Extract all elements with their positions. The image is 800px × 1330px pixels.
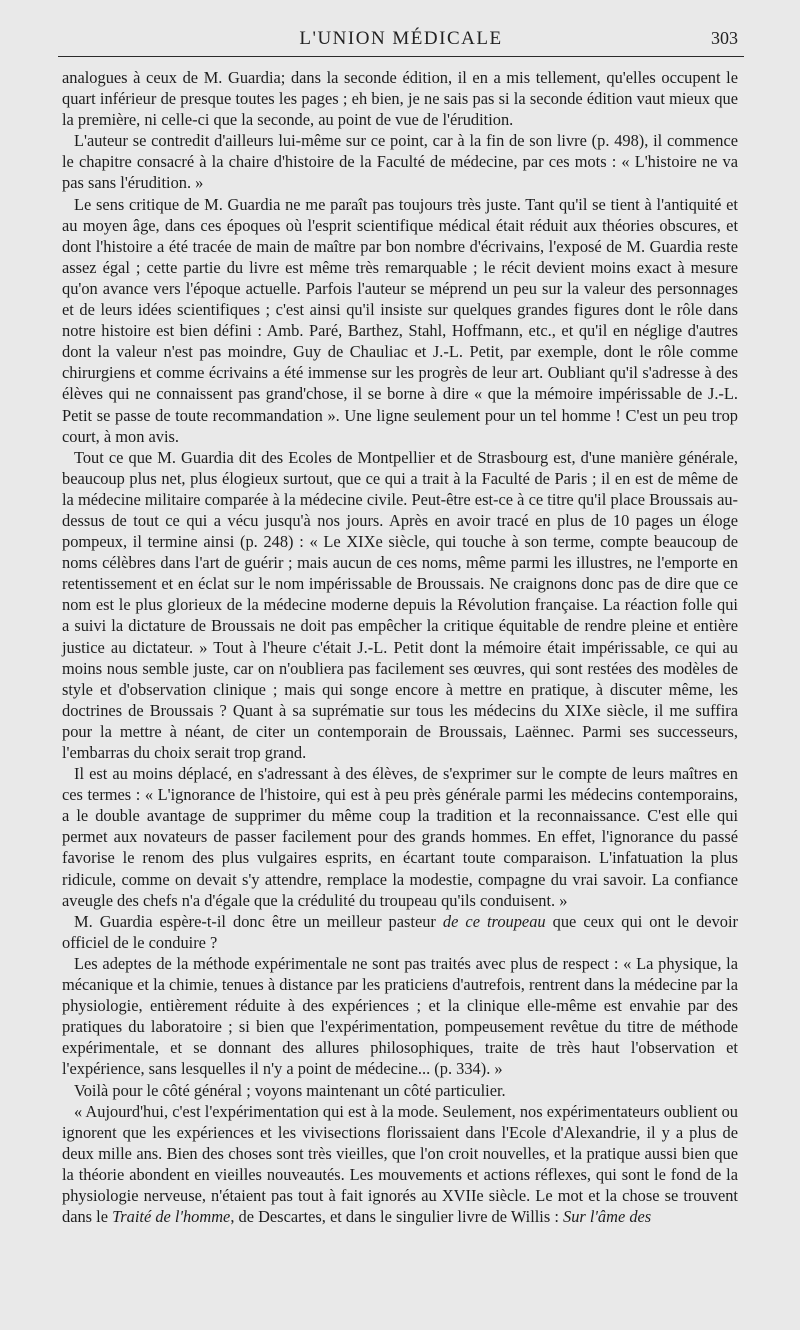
paragraph: L'auteur se contredit d'ailleurs lui-même sur ce point, car à la fin de son livre (p. 498), il commence le chapitre consacré à la chaire d'histoire de la Faculté de médecine, par ces mots : « L'histoire ne va pas sans l'érudition. » [62, 131, 738, 193]
paragraph: Le sens critique de M. Guardia ne me paraît pas toujours très juste. Tant qu'il se tient à l'antiquité et au moyen âge, dans ces époques où l'esprit scientifique médical était réduit aux théories obscures, et dont l'histoire a été tracée de main de maître par bon nombre d'écrivains, l'exposé de M. Guardia reste assez égal ; cette partie du livre est même très remarquable ; le récit devient moins exact à mesure qu'on avance vers l'époque actuelle. Parfois l'auteur se méprend un peu sur la valeur des personnages et de leurs idées scientifiques ; c'est ainsi qu'il insiste sur quelques grandes figures dont le rôle dans notre histoire est bien défini : Amb. Paré, Barthez, Stahl, Hoffmann, etc., et qu'il en néglige d'autres dont la valeur n'est pas moindre, Guy de Chauliac et J.-L. Petit, par exemple, dont le rôle comme chirurgiens et comme écrivains a été immense sur les progrès de leur art. Oubliant qu'il s'adresse à des élèves qui ne connaissent pas grand'chose, il se borne à dire « que la mémoire impérissable de J.-L. Petit se passe de toute recommandation ». Une ligne seulement pour un tel homme ! C'est un peu trop court, à mon avis. [62, 194, 738, 446]
paragraph [62, 911, 738, 953]
italic-phrase: de ce troupeau [442, 911, 546, 931]
italic-title: Traité de l'homme [112, 1207, 231, 1227]
paragraph: Il est au moins déplacé, en s'adressant à des élèves, de s'exprimer sur le compte de leurs maîtres en ces termes : « L'ignorance de l'histoire, qui est à peu près générale parmi les médecins contemporains, a le double avantage de supprimer du même coup la tradition et la reconnaissance. C'est elle qui permet aux novateurs de passer facilement pour des grands hommes. En effet, l'ignorance du passé favorise le renom des plus vulgaires esprits, en écartant toute comparaison. L'infatuation la plus ridicule, comme on devait s'y attendre, remplace la modestie, compagne du vrai savoir. La confiance aveugle des chefs n'a d'égale que la crédulité du troupeau qu'ils conduisent. » [62, 764, 738, 910]
paragraph-text: , de Descartes, et dans le singulier livre de Willis : [230, 1207, 563, 1227]
paragraph: analogues à ceux de M. Guardia; dans la seconde édition, il en a mis tellement, qu'elles occupent le quart inférieur de presque toutes les pages ; eh bien, je ne sais pas si la seconde édition vaut mieux que la première, ni celle-ci que la seconde, au point de vue de l'érudition. [62, 68, 738, 130]
paragraph: Voilà pour le côté général ; voyons maintenant un côté particulier. [74, 1080, 506, 1100]
italic-title: Sur l'âme des [563, 1207, 652, 1227]
paragraph-text: que ceux qui ont le devoir officiel de le conduire ? [62, 911, 738, 952]
paragraph: Les adeptes de la méthode expérimentale ne sont pas traités avec plus de respect : « La physique, la mécanique et la chimie, tenues à distance par les praticiens d'autrefois, rentrent dans la médecine par la physiologie, entièrement réduite à des expériences ; et la clinique elle-même est envahie par des pratiques du laboratoire ; si bien que l'expérimentation, pompeusement revêtue du titre de méthode expérimentale, et se donnant des allures philosophiques, traite de très haut l'observation et l'expérience, sans lesquelles il n'y a point de médecine... (p. 334). » [62, 953, 738, 1079]
page-header [58, 0, 744, 57]
article-body [62, 67, 738, 1227]
running-title: L'UNION MÉDICALE [299, 28, 503, 49]
paragraph: Tout ce que M. Guardia dit des Ecoles de Montpellier et de Strasbourg est, d'une manière générale, beaucoup plus net, plus élogieux surtout, que ce qui a trait à la Faculté de Paris ; il en est de même de la médecine militaire comparée à la médecine civile. Peut-être est-ce à ce titre qu'il place Broussais au-dessus de tout ce qui a vécu jusqu'à nos jours. Après en avoir tracé en plus de 10 pages un éloge pompeux, il termine ainsi (p. 248) : « Le XIXe siècle, qui touche à son terme, compte beaucoup de noms célèbres dans l'art de guérir ; mais aucun de ces noms, même parmi les illustres, ne l'emporte en retentissement et en éclat sur le nom impérissable de Broussais. Ne craignons donc pas de dire que ce nom est le plus glorieux de la médecine moderne depuis la Révolution française. La réaction folle qui a suivi la dictature de Broussais ne doit pas empêcher la critique équitable de rendre pleine et entière justice au dictateur. » Tout à l'heure c'était J.-L. Petit dont la mémoire était impérissable, ce qui au moins nous semble juste, car on n'oubliera pas facilement ses œuvres, qui sont restées des modèles de style et d'observation clinique ; mais qui songe encore à mettre en pratique, à discuter même, les doctrines de Broussais ? Quant à sa suprématie sur tous les médecins du XIXe siècle, il me suffira pour la mettre à néant, de citer un contemporain de Broussais, Laënnec. Parmi ses successeurs, l'embarras du choix serait trop grand. [62, 447, 738, 762]
paragraph-text: « Aujourd'hui, c'est l'expérimentation qui est à la mode. Seulement, nos expérimentateurs oublient ou ignorent que les expériences et les vivisections florissaient dans l'Ecole d'Alexandrie, il y a plus de deux mille ans. Bien des choses sont très vieilles, que l'on croit nouvelles, et la pratique aussi bien que la théorie abondent en vieilles nouveautés. Les mouvements et actions réflexes, qui sont le fond de la physiologie nerveuse, n'étaient pas tout à fait ignorés au XVIIe siècle. Le mot et la chose se trouvent dans le [62, 1101, 738, 1227]
paragraph [62, 1101, 738, 1228]
paragraph-text: M. Guardia espère-t-il donc être un meilleur pasteur [74, 911, 443, 931]
page-number: 303 [711, 28, 738, 48]
